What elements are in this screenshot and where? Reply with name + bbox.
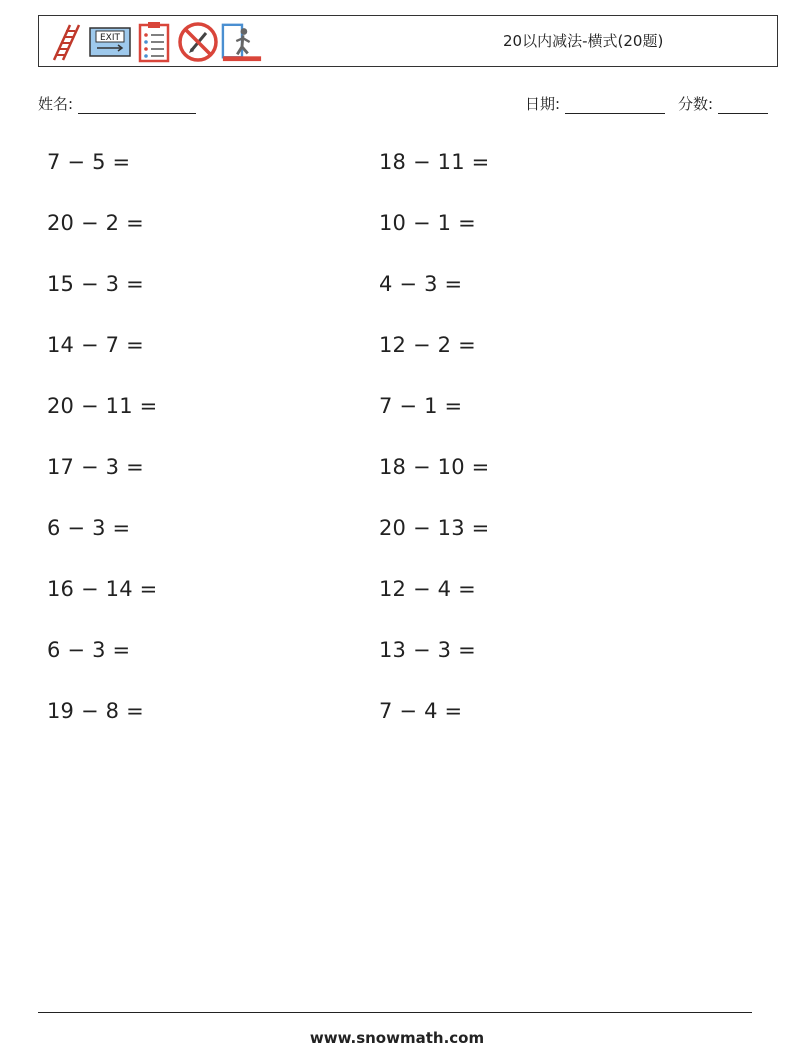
date-blank[interactable] bbox=[565, 97, 665, 114]
problem-left-8: 16 − 14 = bbox=[47, 577, 158, 601]
problem-left-2: 20 − 2 = bbox=[47, 211, 144, 235]
problem-right-4: 12 − 2 = bbox=[379, 333, 476, 357]
problem-left-9: 6 − 3 = bbox=[47, 638, 131, 662]
worksheet-header bbox=[38, 15, 778, 67]
problem-left-10: 19 − 8 = bbox=[47, 699, 144, 723]
date-field bbox=[525, 93, 665, 114]
problem-right-6: 18 − 10 = bbox=[379, 455, 490, 479]
name-blank[interactable] bbox=[78, 97, 196, 114]
svg-text:EXIT: EXIT bbox=[99, 33, 121, 43]
problem-left-4: 14 − 7 = bbox=[47, 333, 144, 357]
worksheet-title: 20以内减法-横式(20题) bbox=[503, 32, 664, 50]
problem-right-10: 7 − 4 = bbox=[379, 699, 463, 723]
no-writing-icon bbox=[177, 21, 219, 63]
problem-right-2: 10 − 1 = bbox=[379, 211, 476, 235]
name-field bbox=[38, 93, 196, 114]
problem-left-1: 7 − 5 = bbox=[47, 150, 131, 174]
footer-website: www.snowmath.com bbox=[309, 1029, 485, 1047]
exit-sign-icon bbox=[89, 21, 131, 63]
problem-right-8: 12 − 4 = bbox=[379, 577, 476, 601]
problem-left-3: 15 − 3 = bbox=[47, 272, 144, 296]
emergency-exit-icon bbox=[221, 21, 263, 63]
problem-right-9: 13 − 3 = bbox=[379, 638, 476, 662]
problem-right-7: 20 − 13 = bbox=[379, 516, 490, 540]
score-blank[interactable] bbox=[718, 97, 768, 114]
score-label: 分数: bbox=[678, 95, 714, 113]
ladder-icon bbox=[45, 21, 87, 63]
checklist-icon bbox=[133, 21, 175, 63]
date-label: 日期: bbox=[525, 95, 561, 113]
score-field bbox=[678, 93, 768, 114]
problem-right-5: 7 − 1 = bbox=[379, 394, 463, 418]
footer-divider bbox=[38, 1012, 752, 1013]
problem-right-3: 4 − 3 = bbox=[379, 272, 463, 296]
problem-left-6: 17 − 3 = bbox=[47, 455, 144, 479]
problem-left-7: 6 − 3 = bbox=[47, 516, 131, 540]
header-icons bbox=[45, 20, 265, 64]
name-label: 姓名: bbox=[38, 95, 74, 113]
problem-left-5: 20 − 11 = bbox=[47, 394, 158, 418]
problem-right-1: 18 − 11 = bbox=[379, 150, 490, 174]
